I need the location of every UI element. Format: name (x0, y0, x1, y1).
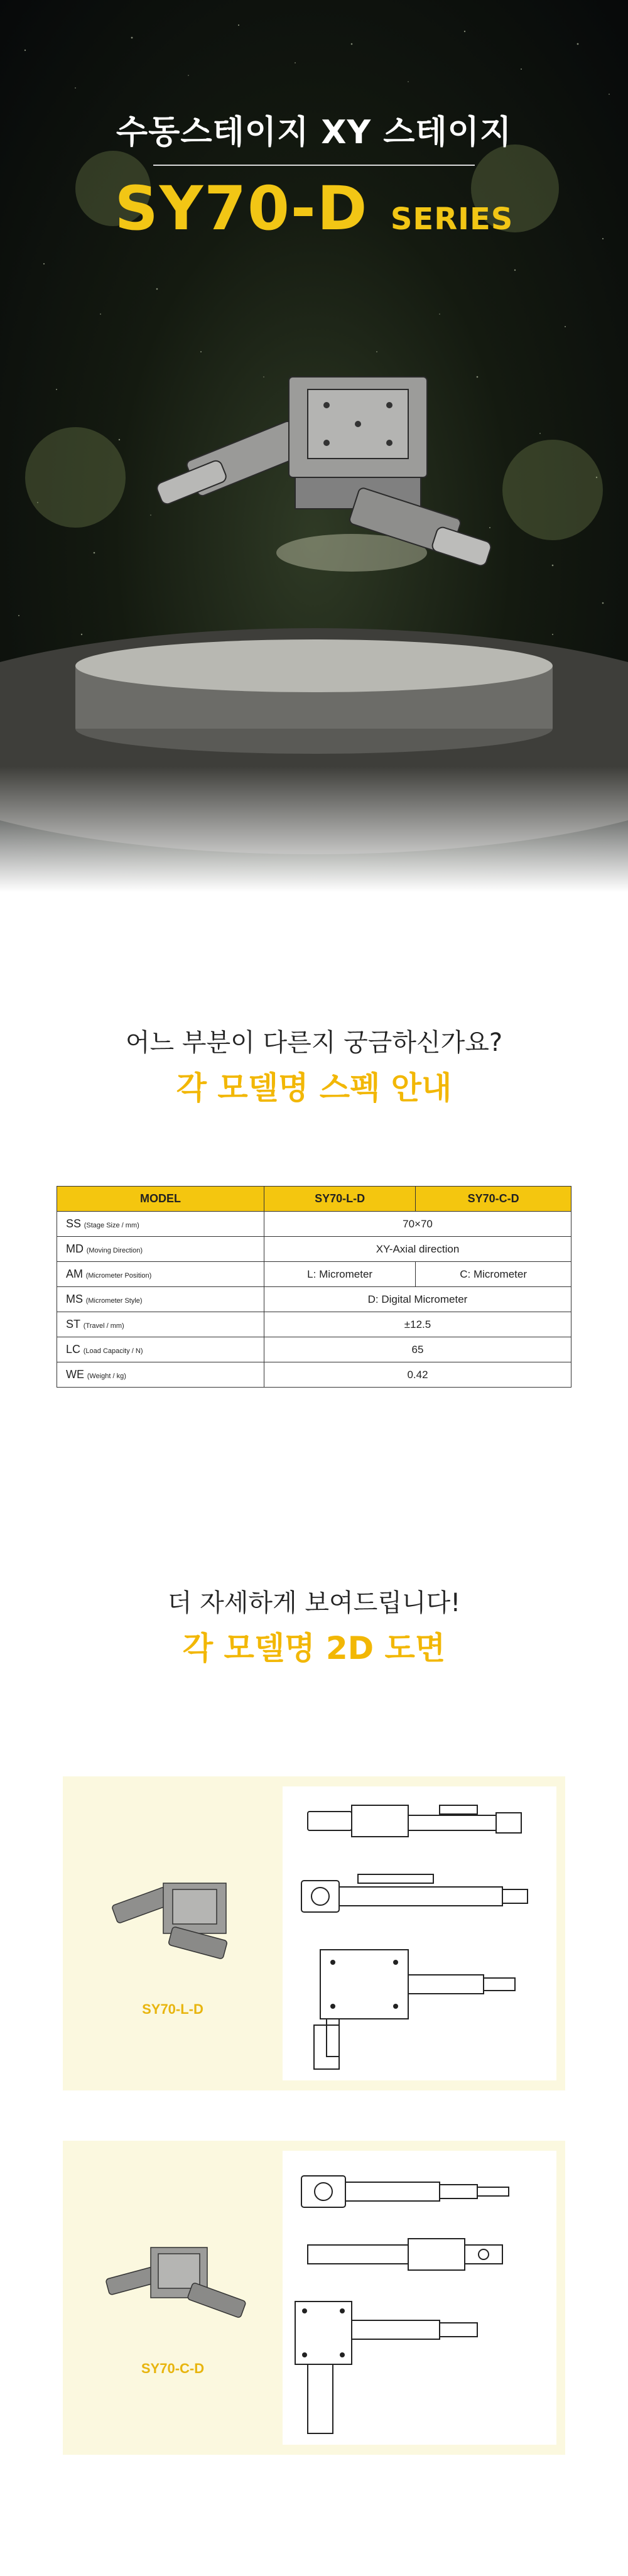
technical-drawing (283, 1786, 556, 2080)
row-head (57, 1212, 264, 1237)
hero-banner (0, 0, 628, 892)
row-head (57, 1237, 264, 1262)
hero-fade (0, 766, 628, 892)
drawing-panel-sy70-l-d (63, 1776, 565, 2090)
drawing-title: 각 모델명 2D 도면 (182, 1630, 446, 1666)
row-abbr: WE (66, 1368, 84, 1381)
row-head (57, 1337, 264, 1362)
row-desc: (Weight / kg) (87, 1372, 126, 1380)
row-abbr: LC (66, 1343, 81, 1356)
header-model: MODEL (57, 1187, 264, 1212)
product-thumbnail (100, 2235, 251, 2335)
table-row (57, 1312, 571, 1337)
drawing-panel-sy70-c-d (63, 2141, 565, 2455)
table-row (57, 1337, 571, 1362)
table-row (57, 1237, 571, 1262)
drawing-area (283, 2151, 556, 2445)
row-desc: (Load Capacity / N) (83, 1347, 143, 1355)
product-render-with-pedestal (0, 0, 628, 892)
row-value: 65 (264, 1337, 571, 1362)
row-abbr: SS (66, 1217, 82, 1230)
row-value: ±12.5 (264, 1312, 571, 1337)
drawing-subtitle: 더 자세하게 보여드립니다! (167, 1589, 461, 1617)
spec-title: 각 모델명 스펙 안내 (176, 1070, 452, 1106)
product-thumbnail (100, 1871, 251, 1971)
row-desc: (Micrometer Style) (85, 1297, 143, 1305)
row-value: 70×70 (264, 1212, 571, 1237)
row-abbr: MS (66, 1293, 83, 1305)
row-desc: (Micrometer Position) (85, 1272, 152, 1280)
table-row (57, 1362, 571, 1388)
header-sy70-c-d: SY70-C-D (416, 1187, 571, 1212)
row-desc: (Stage Size / mm) (84, 1222, 139, 1229)
row-value: XY-Axial direction (264, 1237, 571, 1262)
hero-title: 수동스테이지 XY 스테이지 (116, 114, 512, 151)
row-abbr: ST (66, 1318, 81, 1330)
row-desc: (Travel / mm) (83, 1322, 124, 1330)
panel-label: SY70-C-D (141, 2361, 205, 2376)
row-head (57, 1312, 264, 1337)
row-value: D: Digital Micrometer (264, 1287, 571, 1312)
row-value: 0.42 (264, 1362, 571, 1388)
row-head (57, 1287, 264, 1312)
row-head (57, 1362, 264, 1388)
row-value-l: L: Micrometer (264, 1262, 416, 1287)
spec-subtitle: 어느 부분이 다른지 궁금하신가요? (125, 1028, 503, 1057)
row-value-c: C: Micrometer (416, 1262, 571, 1287)
spec-table-header (57, 1187, 571, 1212)
row-abbr: AM (66, 1268, 83, 1280)
technical-drawing (283, 2151, 556, 2445)
hero-series-label: SERIES (390, 202, 514, 237)
row-head (57, 1262, 264, 1287)
panel-label: SY70-L-D (142, 2001, 203, 2017)
row-desc: (Moving Direction) (86, 1247, 143, 1254)
table-row (57, 1287, 571, 1312)
table-row (57, 1212, 571, 1237)
row-abbr: MD (66, 1242, 84, 1255)
header-sy70-l-d: SY70-L-D (264, 1187, 416, 1212)
hero-model-code: SY70-D (114, 173, 369, 244)
spec-table (57, 1186, 571, 1388)
drawing-area (283, 1786, 556, 2080)
table-row (57, 1262, 571, 1287)
